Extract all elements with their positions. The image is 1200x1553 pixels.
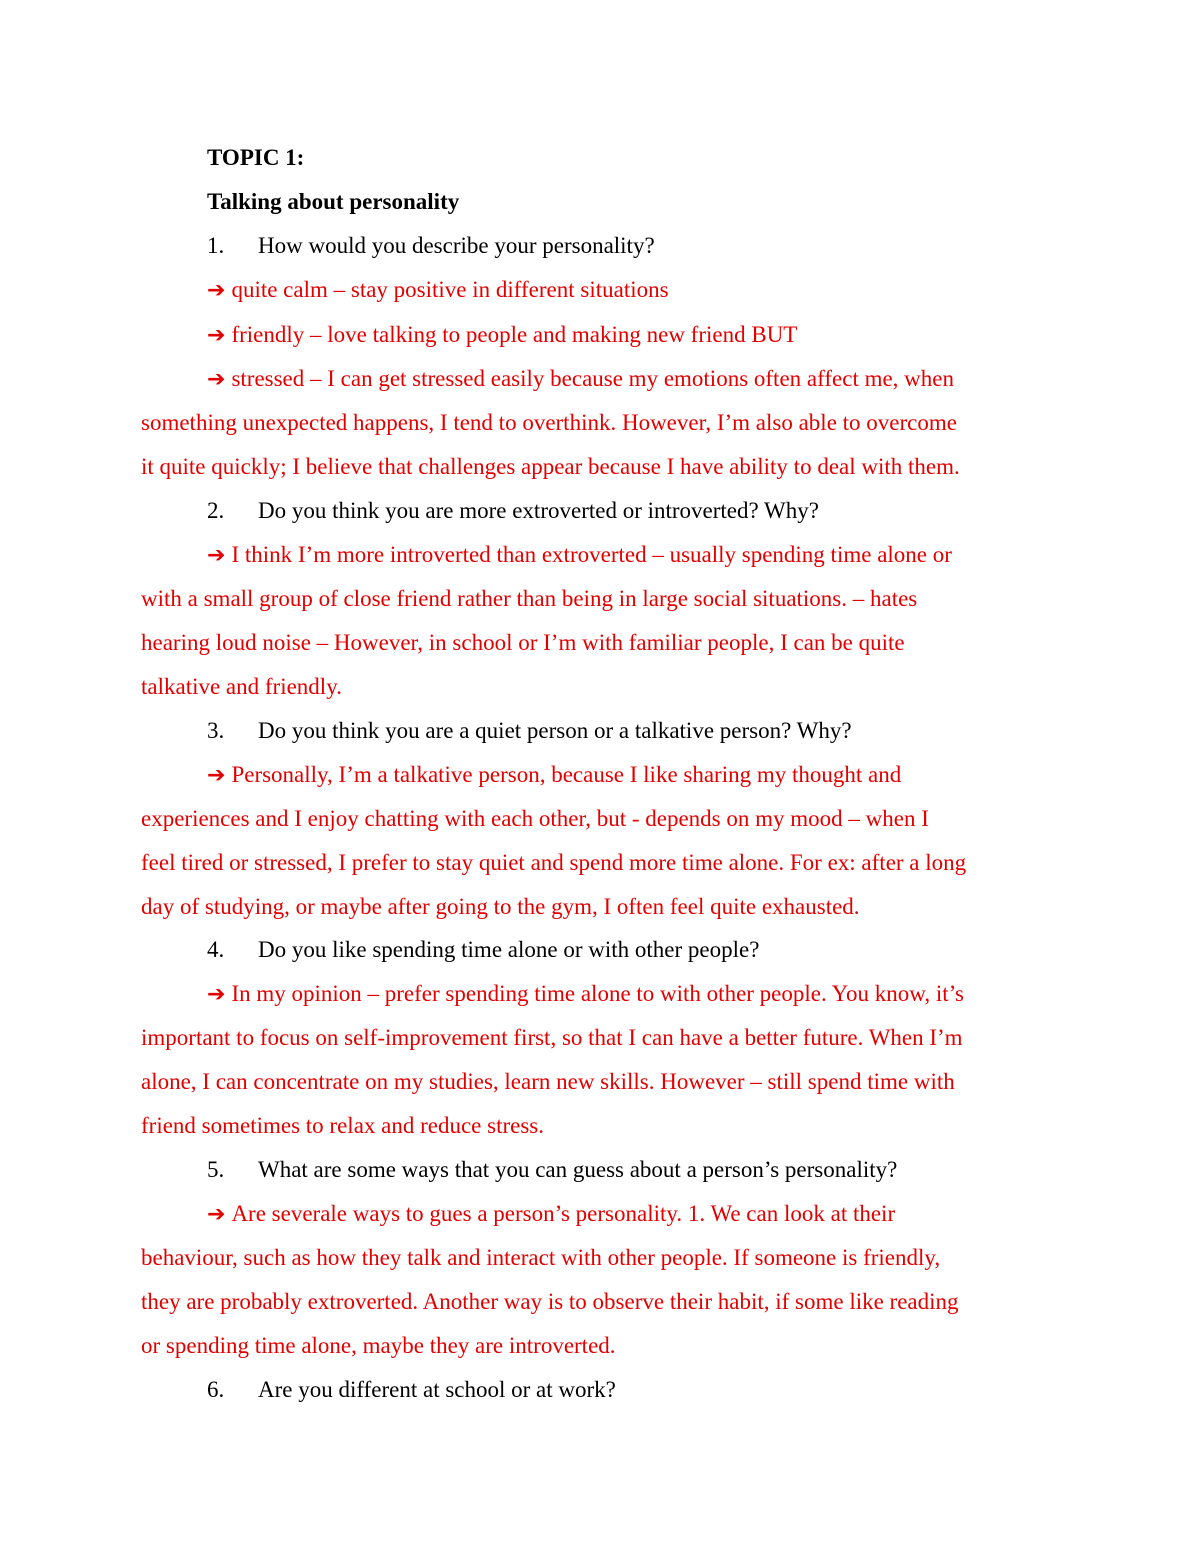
answer-text: friendly – love talking to people and making new friend BUT (231, 322, 798, 347)
answer-3-line-3: feel tired or stressed, I prefer to stay quiet and spend more time alone. For ex: after a long (141, 850, 967, 875)
answer-2-line-3: hearing loud noise – However, in school or I’m with familiar people, I can be quite (141, 630, 905, 655)
answer-text: Personally, I’m a talkative person, because I like sharing my thought and (231, 762, 902, 787)
arrow-right-icon: ➔ (207, 763, 226, 788)
question-number: 5. (207, 1157, 225, 1182)
question-3 (207, 716, 1127, 746)
answer-2-line-1 (207, 540, 1127, 571)
arrow-right-icon: ➔ (207, 1202, 226, 1227)
question-number: 6. (207, 1377, 225, 1402)
answer-1c-line-2: something unexpected happens, I tend to overthink. However, I’m also able to overcome (141, 410, 957, 435)
question-text: Are you different at school or at work? (258, 1377, 616, 1402)
answer-3-line-2: experiences and I enjoy chatting with each other, but - depends on my mood – when I (141, 806, 929, 831)
arrow-right-icon: ➔ (207, 982, 226, 1007)
question-number: 3. (207, 718, 225, 743)
answer-text: In my opinion – prefer spending time alone to with other people. You know, it’s (231, 981, 964, 1006)
question-5 (207, 1155, 1127, 1185)
answer-1c-line-3: it quite quickly; I believe that challenges appear because I have ability to deal with them. (141, 454, 960, 479)
question-number: 2. (207, 498, 225, 523)
answer-4-line-3: alone, I can concentrate on my studies, learn new skills. However – still spend time with (141, 1069, 955, 1094)
question-text: What are some ways that you can guess about a person’s personality? (258, 1157, 898, 1182)
answer-1a (207, 275, 1127, 306)
answer-text: stressed – I can get stressed easily because my emotions often affect me, when (231, 366, 954, 391)
answer-1c-line-1 (207, 364, 1127, 395)
answer-text: quite calm – stay positive in different situations (231, 277, 669, 302)
arrow-right-icon: ➔ (207, 278, 226, 303)
question-text: Do you like spending time alone or with other people? (258, 937, 760, 962)
answer-3-line-4: day of studying, or maybe after going to the gym, I often feel quite exhausted. (141, 894, 860, 919)
answer-1b (207, 320, 1127, 351)
answer-4-line-4: friend sometimes to relax and reduce stress. (141, 1113, 545, 1138)
answer-text: I think I’m more introverted than extroverted – usually spending time alone or (231, 542, 952, 567)
answer-2-line-4: talkative and friendly. (141, 674, 342, 699)
question-2 (207, 496, 1127, 526)
question-number: 4. (207, 937, 225, 962)
question-text: How would you describe your personality? (258, 233, 655, 258)
answer-text: Are severale ways to gues a person’s personality. 1. We can look at their (231, 1201, 896, 1226)
question-6 (207, 1375, 1127, 1405)
answer-2-line-2: with a small group of close friend rather than being in large social situations. – hates (141, 586, 918, 611)
question-text: Do you think you are a quiet person or a talkative person? Why? (258, 718, 852, 743)
topic-subtitle: Talking about personality (207, 189, 460, 214)
question-number: 1. (207, 233, 225, 258)
topic-heading: TOPIC 1: (207, 145, 305, 170)
arrow-right-icon: ➔ (207, 543, 226, 568)
arrow-right-icon: ➔ (207, 323, 226, 348)
answer-5-line-1 (207, 1199, 1127, 1230)
question-1 (207, 231, 1127, 261)
arrow-right-icon: ➔ (207, 367, 226, 392)
answer-4-line-2: important to focus on self-improvement first, so that I can have a better future. When I’m (141, 1025, 963, 1050)
question-4 (207, 935, 1127, 965)
answer-5-line-3: they are probably extroverted. Another way is to observe their habit, if some like reading (141, 1289, 959, 1314)
answer-5-line-4: or spending time alone, maybe they are introverted. (141, 1333, 616, 1358)
answer-4-line-1 (207, 979, 1127, 1010)
question-text: Do you think you are more extroverted or introverted? Why? (258, 498, 819, 523)
answer-5-line-2: behaviour, such as how they talk and interact with other people. If someone is friendly, (141, 1245, 941, 1270)
answer-3-line-1 (207, 760, 1127, 791)
